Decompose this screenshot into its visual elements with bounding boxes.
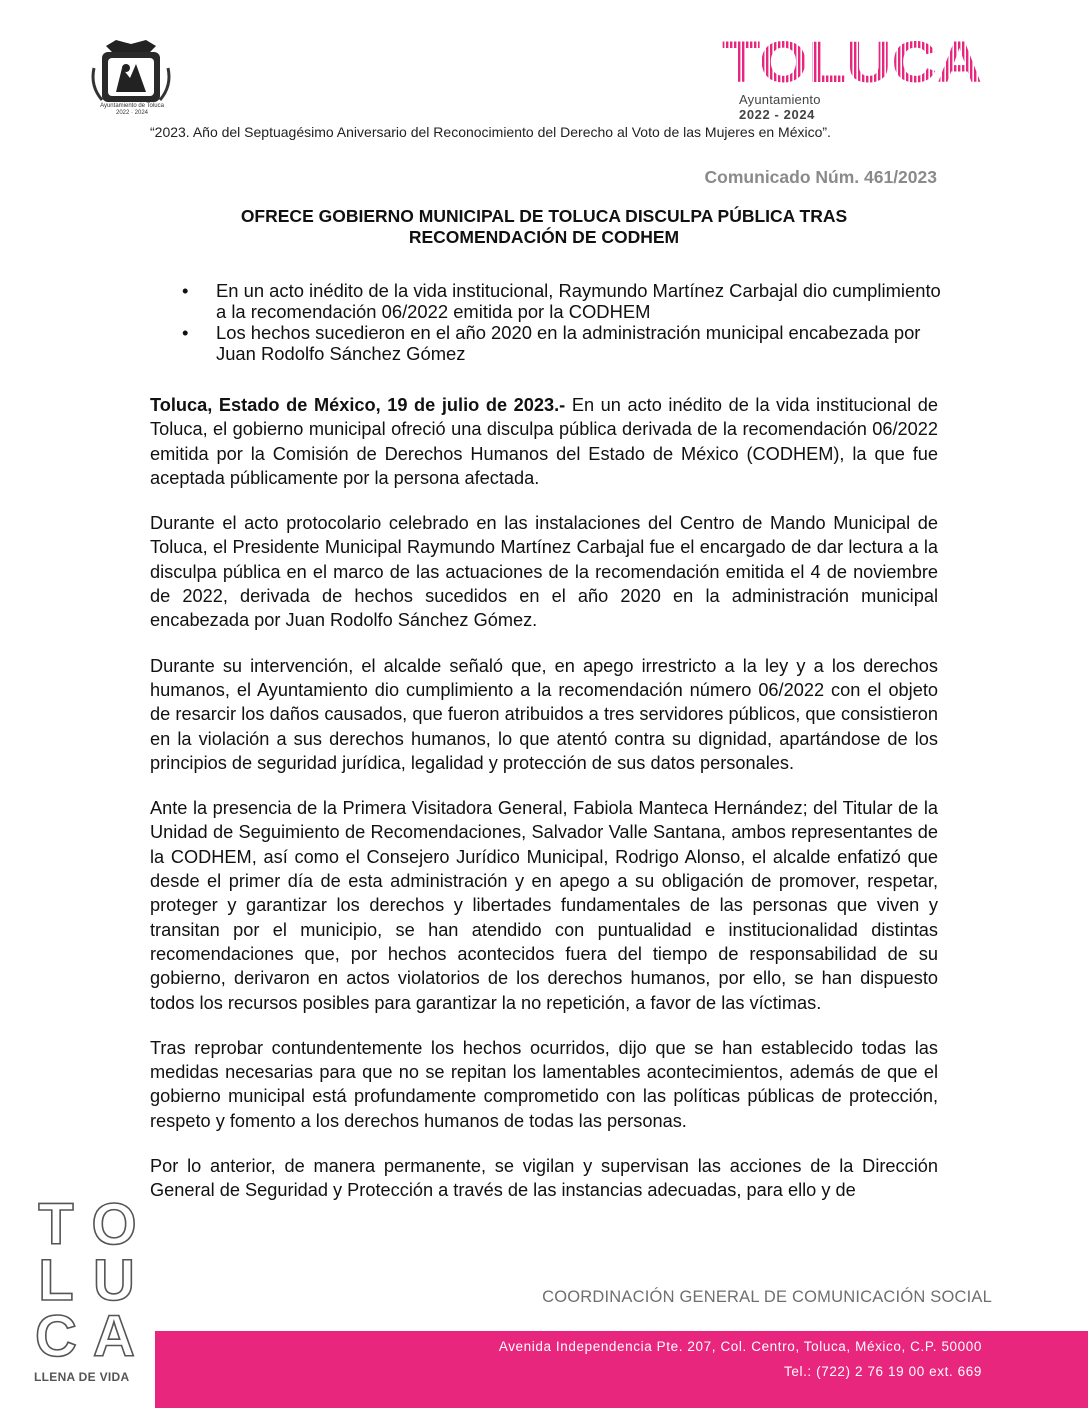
footer-phone: Tel.: (722) 2 76 19 00 ext. 669	[784, 1364, 982, 1379]
summary-bullets	[182, 280, 942, 364]
paragraph-1-text: En un acto inédito de la vida institucional de Toluca, el gobierno municipal ofreció una disculpa pública derivada de la recomendación 06/2022 emitida por la Comisión de Derechos Humanos del Estado de México (CODHEM), la que fue aceptada públicamente por la persona afectada.	[150, 395, 938, 488]
footer-address: Avenida Independencia Pte. 207, Col. Centro, Toluca, México, C.P. 50000	[498, 1339, 982, 1354]
headline-line2: RECOMENDACIÓN DE CODHEM	[408, 227, 680, 247]
article-body	[150, 393, 938, 1224]
footer-logo-letter-l: L	[38, 1248, 74, 1313]
list-item	[182, 322, 942, 364]
paragraph-2: Durante el acto protocolario celebrado en las instalaciones del Centro de Mando Municipal de Toluca, el Presidente Municipal Raymundo Martínez Carbajal fue el encargado de dar lectura a la disculpa pública en el marco de las actuaciones de la recomendación emitida el 4 de noviembre de 2022, derivada de hechos sucedidos en el año 2020 en la administración municipal encabezada por Juan Rodolfo Sánchez Gómez.	[150, 513, 938, 631]
footer-logo-letter-a: A	[93, 1304, 135, 1360]
footer-logo-letter-o: O	[91, 1192, 137, 1257]
paragraph-4: Ante la presencia de la Primera Visitadora General, Fabiola Manteca Hernández; del Titular de la Unidad de Seguimiento de Recomendaciones, Salvador Valle Santana, ambos representantes de la CODHEM, así como el Consejero Jurídico Municipal, Rodrigo Alonso, el alcalde enfatizó que desde el primer día de esta administración y en apego a su obligación de promover, respetar, proteger y garantizar los derechos y libertades fundamentales de las personas que viven y transitan por el municipio, se han atendido con puntualidad e institucionalidad distintas recomendaciones que, por hechos acontecidos fuera del tiempo de responsabilidad de su gobierno, derivaron en actos violatorios de los derechos humanos, por ello, se han dispuesto todos los recursos posibles para garantizar la no repetición, a favor de las víctimas.	[150, 798, 938, 1013]
bullet-text: En un acto inédito de la vida institucional, Raymundo Martínez Carbajal dio cumplimiento a la recomendación 06/2022 emitida por la CODHEM	[216, 280, 941, 322]
seal-caption-line2: 2022 · 2024	[115, 110, 149, 116]
footer-slogan: LLENA DE VIDA	[34, 1370, 130, 1384]
headline-line1: OFRECE GOBIERNO MUNICIPAL DE TOLUCA DISCULPA PÚBLICA TRAS	[240, 206, 848, 226]
bullet-icon: •	[182, 322, 189, 343]
ayuntamiento-label: Ayuntamiento	[739, 92, 821, 107]
toluca-outline-logo	[26, 1192, 144, 1360]
comunicado-number: Comunicado Núm. 461/2023	[704, 167, 937, 187]
paragraph-1	[150, 393, 938, 490]
year-motto: “2023. Año del Septuagésimo Aniversario del Reconocimiento del Derecho al Voto de las Mujeres en México”.	[150, 124, 831, 140]
dateline: Toluca, Estado de México, 19 de julio de 2023.-	[150, 395, 566, 415]
paragraph-3: Durante su intervención, el alcalde señaló que, en apego irrestricto a la ley y a los derechos humanos, el Ayuntamiento dio cumplimiento a la recomendación número 06/2022 con el objeto de resarcir los daños causados, que fueron atribuidos a tres servidores públicos, que consistieron en la violación a sus derechos humanos, lo que atentó contra su dignidad, apartándose de los principios de seguridad jurídica, legalidad y protección de sus datos personales.	[150, 655, 938, 773]
footer-logo-letter-c: C	[35, 1304, 77, 1360]
seal-caption-line1: Ayuntamiento de Toluca	[100, 103, 164, 109]
seal-caption	[84, 103, 180, 117]
bullet-text: Los hechos sucedieron en el año 2020 en la administración municipal encabezada por Juan Rodolfo Sánchez Gómez	[216, 322, 921, 364]
list-item	[182, 280, 942, 322]
footer-logo-letter-t: T	[38, 1192, 74, 1257]
toluca-logo-text: TOLUCA	[722, 34, 982, 90]
toluca-logo	[722, 34, 984, 90]
ayuntamiento-years: 2022 - 2024	[739, 107, 815, 122]
paragraph-6: Por lo anterior, de manera permanente, se vigilan y supervisan las acciones de la Dirección General de Seguridad y Protección a través de las instancias adecuadas, para ello y de	[150, 1156, 938, 1201]
headline	[150, 206, 938, 248]
paragraph-5: Tras reprobar contundentemente los hechos ocurridos, dijo que se han establecido todas las medidas necesarias para que no se repitan los lamentables acontecimientos, además de que el gobierno municipal está profundamente comprometido con las políticas públicas de protección, respeto y fomento a los derechos humanos de todas las personas.	[150, 1037, 938, 1131]
coordinacion-label: COORDINACIÓN GENERAL DE COMUNICACIÓN SOCIAL	[542, 1288, 992, 1306]
bullet-icon: •	[182, 280, 189, 301]
footer-logo-letter-u: U	[93, 1248, 135, 1313]
